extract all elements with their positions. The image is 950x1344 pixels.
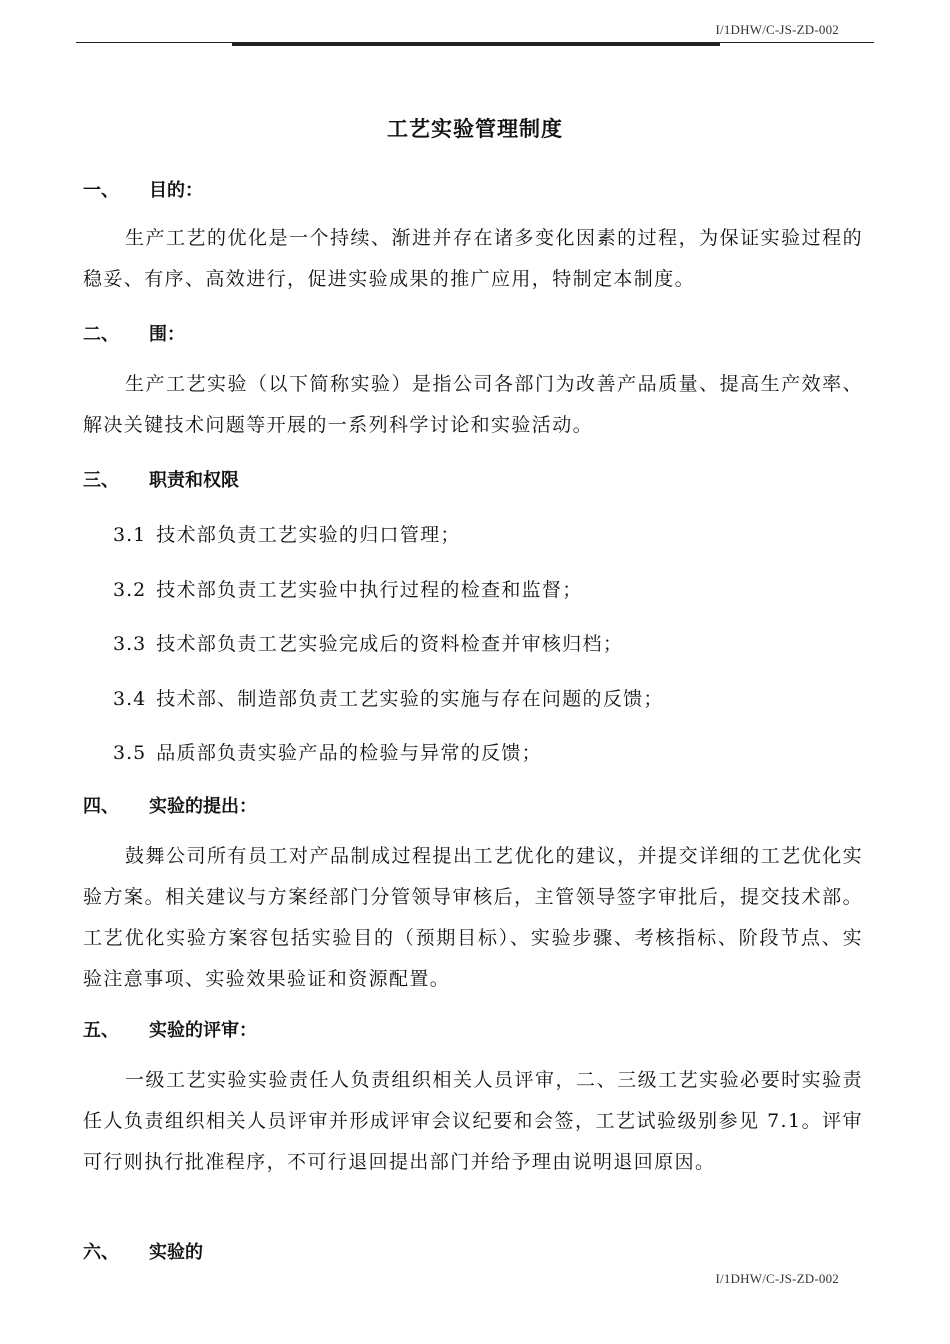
list-item-number: 3.2 <box>113 579 147 601</box>
list-item-text: 技术部、制造部负责工艺实验的实施与存在问题的反馈； <box>156 688 664 710</box>
list-item-number: 3.4 <box>113 688 147 710</box>
section-title: 围： <box>149 324 185 345</box>
list-item-text: 技术部负责工艺实验的归口管理； <box>156 524 461 546</box>
section-number: 四、 <box>83 796 119 817</box>
list-item-number: 3.3 <box>113 633 147 655</box>
section-title: 实验的提出： <box>149 796 257 817</box>
section-number: 六、 <box>83 1242 119 1263</box>
header-rule-thick <box>232 43 720 46</box>
section-heading-scope <box>83 320 185 346</box>
list-item <box>113 629 623 656</box>
section-paragraph-proposal: 鼓舞公司所有员工对产品制成过程提出工艺优化的建议，并提交详细的工艺优化实验方案。相关建议与方案经部门分管领导审核后，主管领导签字审批后，提交技术部。工艺优化实验方案容包括实验目的（预期目标）、实验步骤、考核指标、阶段节点、实验注意事项、实验效果验证和资源配置。 <box>83 845 863 990</box>
section-paragraph-purpose: 生产工艺的优化是一个持续、渐进并存在诸多变化因素的过程，为保证实验过程的稳妥、有序、高效进行，促进实验成果的推广应用，特制定本制度。 <box>83 227 863 290</box>
list-item <box>113 684 664 711</box>
list-item-text: 技术部负责工艺实验中执行过程的检查和监督； <box>156 579 583 601</box>
list-item-text: 技术部负责工艺实验完成后的资料检查并审核归档； <box>156 633 624 655</box>
section-paragraph-scope: 生产工艺实验（以下简称实验）是指公司各部门为改善产品质量、提高生产效率、解决关键技术问题等开展的一系列科学讨论和实验活动。 <box>83 373 863 436</box>
list-item-number: 3.1 <box>113 524 147 546</box>
document-title: 工艺实验管理制度 <box>387 117 563 141</box>
list-item <box>113 575 583 602</box>
section-heading-review <box>83 1016 257 1042</box>
section-heading-execution <box>83 1238 203 1264</box>
section-heading-responsibilities <box>83 466 239 492</box>
section-number: 五、 <box>83 1020 119 1041</box>
section-paragraph-review: 一级工艺实验实验责任人负责组织相关人员评审，二、三级工艺实验必要时实验责任人负责组织相关人员评审并形成评审会议纪要和会签，工艺试验级别参见 7.1。评审可行则执行批准程序，不可行退回提出部门并给予理由说明退回原因。 <box>83 1069 863 1173</box>
section-number: 三、 <box>83 470 119 491</box>
section-heading-purpose <box>83 176 203 202</box>
list-item-text: 品质部负责实验产品的检验与异常的反馈； <box>156 742 542 764</box>
list-item <box>113 520 461 547</box>
list-item <box>113 738 542 765</box>
section-heading-proposal <box>83 792 257 818</box>
section-title: 目的： <box>149 180 203 201</box>
footer-document-code: I/1DHW/C-JS-ZD-002 <box>715 1271 839 1286</box>
list-item-number: 3.5 <box>113 742 147 764</box>
section-title: 实验的 <box>149 1242 203 1263</box>
section-title: 职责和权限 <box>149 470 239 491</box>
section-number: 一、 <box>83 180 119 201</box>
section-number: 二、 <box>83 324 119 345</box>
header-document-code: I/1DHW/C-JS-ZD-002 <box>715 22 839 37</box>
section-title: 实验的评审： <box>149 1020 257 1041</box>
